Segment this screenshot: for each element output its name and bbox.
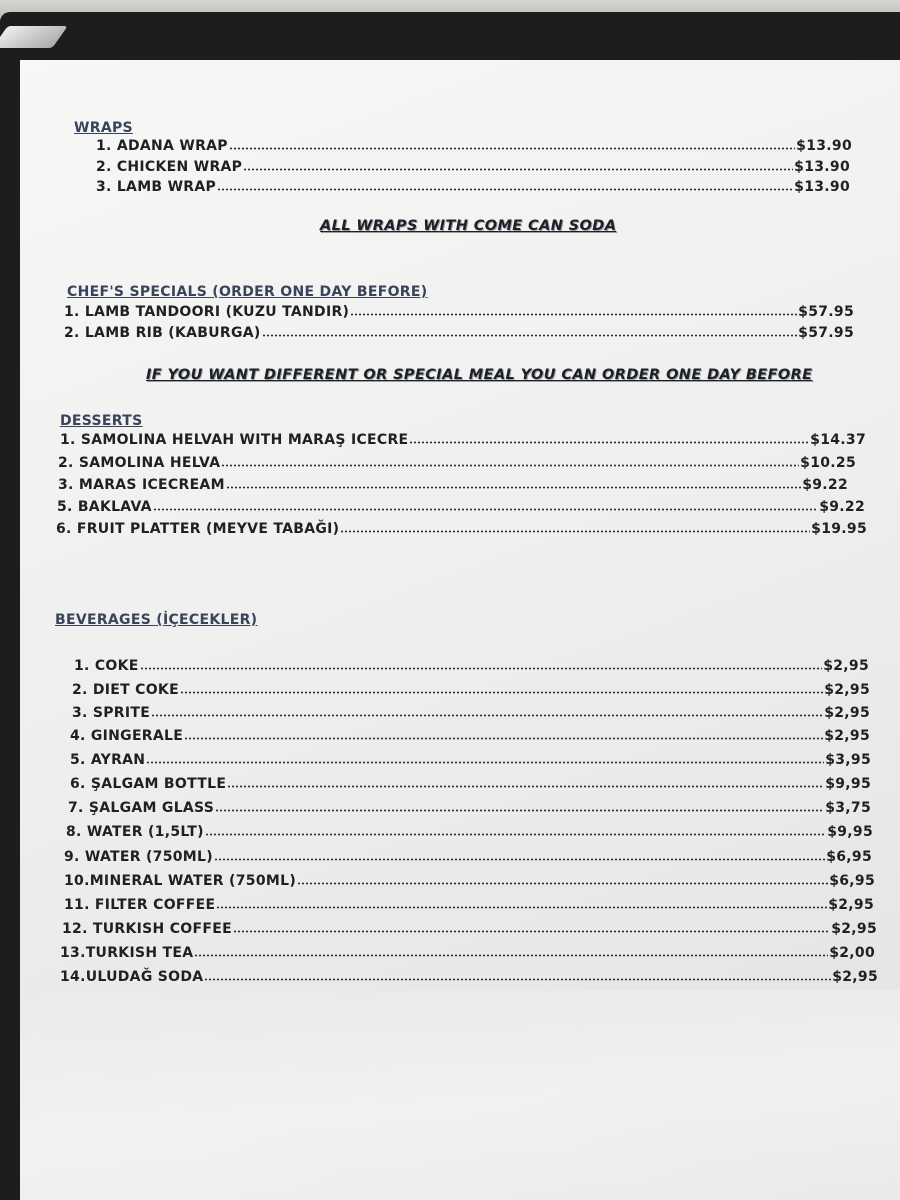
menu-item [66, 824, 873, 840]
menu-item [96, 179, 850, 195]
menu-item [72, 705, 870, 721]
item-name: 8. WATER (1,5LT) [66, 824, 204, 840]
menu-item [70, 728, 870, 744]
item-name: 5. AYRAN [70, 752, 146, 768]
item-name: 9. WATER (750ML) [64, 849, 213, 865]
menu-item [60, 969, 878, 985]
item-name: 2. CHICKEN WRAP [96, 159, 243, 175]
item-price: $9.22 [819, 499, 865, 515]
dot-leader [153, 508, 818, 511]
menu-item [57, 499, 865, 515]
item-price: $13.90 [794, 159, 850, 175]
menu-page [20, 60, 900, 1200]
menu-item [74, 658, 869, 674]
desserts-heading: DESSERTS [60, 413, 143, 429]
menu-item [60, 945, 875, 961]
item-name: 2. SAMOLINA HELVA [58, 455, 221, 471]
item-name: 10.MINERAL WATER (750ML) [64, 873, 297, 889]
item-price: $10.25 [800, 455, 856, 471]
item-name: 1. COKE [74, 658, 139, 674]
dot-leader [215, 809, 824, 812]
menu-item [56, 521, 867, 537]
item-price: $2,00 [829, 945, 875, 961]
item-name: 1. ADANA WRAP [96, 138, 228, 154]
menu-item [58, 477, 848, 493]
item-name: 14.ULUDAĞ SODA [60, 969, 204, 985]
dot-leader [409, 441, 809, 444]
dot-leader [214, 858, 825, 861]
dot-leader [233, 930, 830, 933]
menu-item [62, 921, 877, 937]
special-meal-note: IF YOU WANT DIFFERENT OR SPECIAL MEAL YOU CAN ORDER ONE DAY BEFORE [146, 367, 813, 383]
dot-leader [194, 954, 828, 957]
item-price: $2,95 [824, 728, 870, 744]
item-price: $2,95 [824, 682, 870, 698]
dot-leader [204, 978, 831, 981]
plastic-sleeve-glare [20, 990, 900, 1200]
item-price: $2,95 [823, 658, 869, 674]
item-name: 2. LAMB RIB (KABURGA) [64, 325, 261, 341]
menu-item [64, 897, 874, 913]
item-price: $13.90 [794, 179, 850, 195]
item-price: $6,95 [826, 849, 872, 865]
menu-item [60, 432, 866, 448]
dot-leader [226, 486, 801, 489]
dot-leader [340, 530, 810, 533]
item-price: $3,75 [825, 800, 871, 816]
menu-item [64, 849, 872, 865]
item-name: 2. DIET COKE [72, 682, 179, 698]
item-price: $19.95 [811, 521, 867, 537]
wraps-note: ALL WRAPS WITH COME CAN SODA [320, 218, 617, 234]
menu-item [70, 776, 871, 792]
item-price: $3,95 [825, 752, 871, 768]
dot-leader [229, 147, 795, 150]
menu-item [58, 455, 856, 471]
item-price: $2,95 [828, 897, 874, 913]
item-name: 1. SAMOLINA HELVAH WITH MARAŞ ICECRE [60, 432, 409, 448]
dot-leader [297, 882, 828, 885]
item-name: 13.TURKISH TEA [60, 945, 194, 961]
dot-leader [216, 906, 827, 909]
menu-item [64, 304, 854, 320]
menu-item [72, 682, 870, 698]
menu-item [70, 752, 871, 768]
dot-leader [184, 737, 823, 740]
menu-item [64, 873, 875, 889]
item-price: $2,95 [831, 921, 877, 937]
item-name: 3. SPRITE [72, 705, 151, 721]
menu-item [96, 159, 850, 175]
dot-leader [350, 313, 797, 316]
item-name: 1. LAMB TANDOORI (KUZU TANDIR) [64, 304, 350, 320]
item-price: $2,95 [824, 705, 870, 721]
item-name: 11. FILTER COFFEE [64, 897, 216, 913]
item-price: $9,95 [827, 824, 873, 840]
dot-leader [262, 334, 798, 337]
item-price: $9.22 [802, 477, 848, 493]
dot-leader [146, 761, 824, 764]
dot-leader [217, 188, 793, 191]
item-price: $57.95 [798, 304, 854, 320]
item-price: $14.37 [810, 432, 866, 448]
dot-leader [180, 691, 823, 694]
item-name: 4. GINGERALE [70, 728, 184, 744]
item-name: 12. TURKISH COFFEE [62, 921, 232, 937]
item-price: $2,95 [832, 969, 878, 985]
dot-leader [205, 833, 826, 836]
item-name: 3. LAMB WRAP [96, 179, 217, 195]
menu-item [64, 325, 854, 341]
item-price: $9,95 [825, 776, 871, 792]
dot-leader [243, 168, 793, 171]
item-name: 3. MARAS ICECREAM [58, 477, 225, 493]
menu-item [68, 800, 871, 816]
item-name: 5. BAKLAVA [57, 499, 152, 515]
item-price: $6,95 [829, 873, 875, 889]
item-price: $57.95 [798, 325, 854, 341]
item-name: 6. FRUIT PLATTER (MEYVE TABAĞI) [56, 521, 340, 537]
dot-leader [151, 714, 823, 717]
item-name: 6. ŞALGAM BOTTLE [70, 776, 227, 792]
menu-item [96, 138, 852, 154]
wraps-heading: WRAPS [74, 120, 133, 136]
dot-leader [140, 667, 823, 670]
beverages-heading: BEVERAGES (İÇECEKLER) [55, 612, 258, 628]
item-price: $13.90 [796, 138, 852, 154]
dot-leader [221, 464, 799, 467]
item-name: 7. ŞALGAM GLASS [68, 800, 215, 816]
dot-leader [227, 785, 824, 788]
chefs-specials-heading: CHEF'S SPECIALS (ORDER ONE DAY BEFORE) [67, 284, 428, 300]
